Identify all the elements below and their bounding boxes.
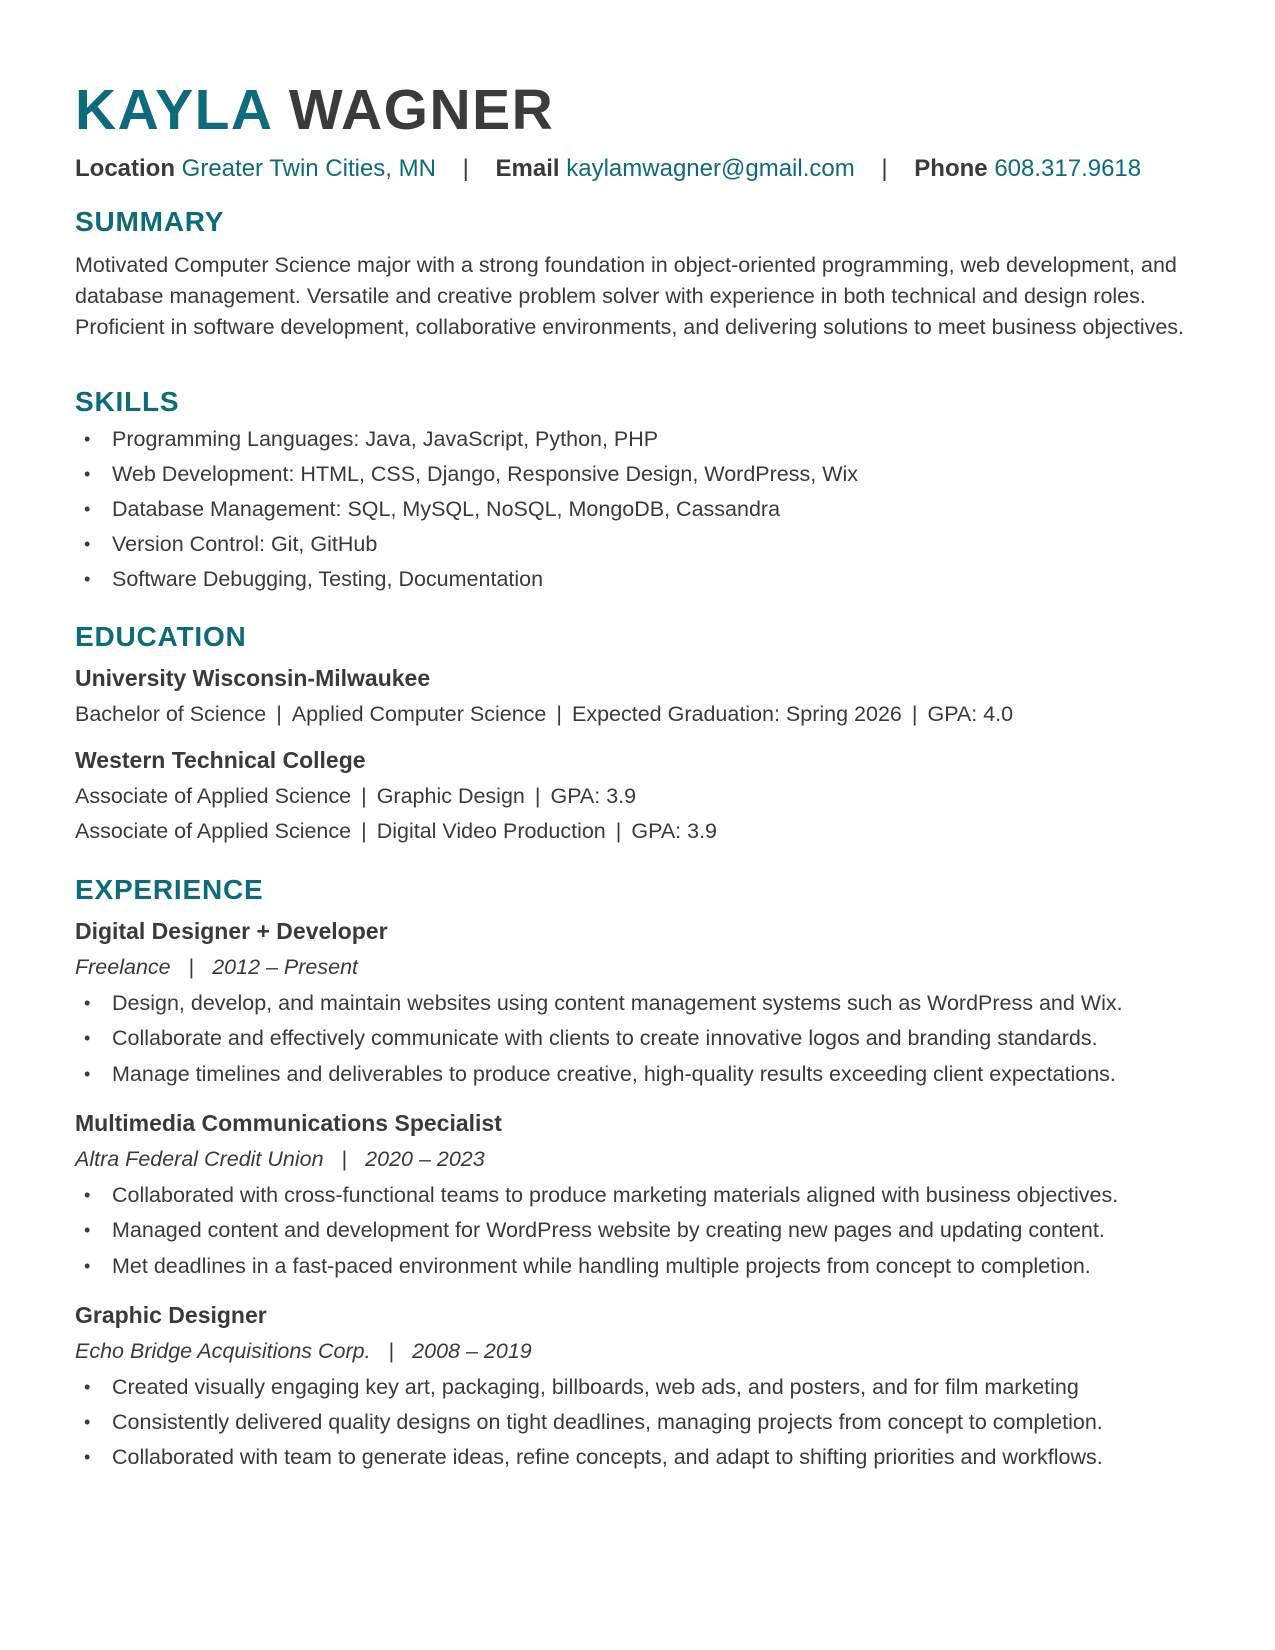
- summary-text: Motivated Computer Science major with a strong foundation in object-oriented programming, web development, and database management. Versatile and creative problem solver with experience in both technical and design roles. Proficient in software development, collaborative environments, and delivering solutions to meet business objectives.: [75, 253, 1185, 339]
- location-label: Location: [75, 155, 175, 182]
- summary-heading: SUMMARY: [75, 206, 225, 237]
- dates: 2012 – Present: [212, 955, 359, 979]
- major: Graphic Design: [376, 784, 525, 808]
- job-title: Digital Designer + Developer: [75, 918, 388, 944]
- company: Freelance: [75, 955, 171, 979]
- degree-line: [75, 821, 717, 843]
- job-bullet: • Collaborate and effectively communicate with clients to create innovative logos and branding standards.: [75, 1026, 1215, 1050]
- skills-list: [75, 427, 1215, 591]
- degree: Bachelor of Science: [75, 702, 267, 726]
- company: Altra Federal Credit Union: [75, 1147, 324, 1171]
- job-bullet: • Managed content and development for WordPress website by creating new pages and updating content.: [75, 1218, 1215, 1242]
- pipe-separator: |: [361, 784, 367, 808]
- location-value: Greater Twin Cities, MN: [181, 155, 436, 182]
- job-meta: [75, 1341, 532, 1363]
- email-label: Email: [495, 155, 560, 182]
- graduation: Expected Graduation: Spring 2026: [571, 702, 902, 726]
- contact-separator: |: [881, 155, 888, 182]
- major: Applied Computer Science: [291, 702, 547, 726]
- job-title: Graphic Designer: [75, 1302, 267, 1328]
- first-name: KAYLA: [75, 78, 272, 142]
- contact-line: [75, 155, 1141, 184]
- job-bullet: • Collaborated with cross-functional teams to produce marketing materials aligned with business objectives.: [75, 1183, 1215, 1207]
- job-bullet: • Collaborated with team to generate ideas, refine concepts, and adapt to shifting priorities and workflows.: [75, 1445, 1215, 1469]
- pipe-separator: |: [276, 702, 282, 726]
- pipe-separator: |: [534, 784, 541, 808]
- pipe-separator: |: [556, 702, 562, 726]
- skill-item: • Web Development: HTML, CSS, Django, Responsive Design, WordPress, Wix: [75, 462, 1215, 486]
- school-name: University Wisconsin-Milwaukee: [75, 665, 431, 691]
- job-bullets: [75, 1183, 1215, 1278]
- candidate-name: [75, 78, 555, 142]
- contact-separator: |: [462, 155, 469, 182]
- job-bullet: • Met deadlines in a fast-paced environment while handling multiple projects from concept to completion.: [75, 1254, 1215, 1278]
- gpa: GPA: 3.9: [550, 784, 637, 808]
- degree: Associate of Applied Science: [75, 819, 352, 843]
- pipe-separator: |: [188, 955, 195, 979]
- school-name: Western Technical College: [75, 747, 366, 773]
- dates: 2008 – 2019: [412, 1339, 532, 1363]
- job-bullets: [75, 991, 1215, 1086]
- pipe-separator: |: [361, 819, 367, 843]
- skill-item: • Software Debugging, Testing, Documentation: [75, 567, 1215, 591]
- gpa: GPA: 3.9: [631, 819, 718, 843]
- major: Digital Video Production: [376, 819, 606, 843]
- email-link[interactable]: kaylamwagner@gmail.com: [566, 155, 855, 182]
- education-heading: EDUCATION: [75, 621, 247, 652]
- degree: Associate of Applied Science: [75, 784, 352, 808]
- skill-item: • Database Management: SQL, MySQL, NoSQL, MongoDB, Cassandra: [75, 497, 1215, 521]
- degree-line: [75, 786, 636, 808]
- company: Echo Bridge Acquisitions Corp.: [75, 1339, 371, 1363]
- job-meta: [75, 1149, 485, 1171]
- pipe-separator: |: [341, 1147, 348, 1171]
- dates: 2020 – 2023: [365, 1147, 485, 1171]
- pipe-separator: |: [615, 819, 622, 843]
- degree-line: [75, 704, 1013, 726]
- job-bullet: • Consistently delivered quality designs on tight deadlines, managing projects from concept to completion.: [75, 1410, 1215, 1434]
- job-bullet: • Manage timelines and deliverables to produce creative, high-quality results exceeding client expectations.: [75, 1062, 1215, 1086]
- job-title: Multimedia Communications Specialist: [75, 1110, 502, 1136]
- skill-item: • Version Control: Git, GitHub: [75, 532, 1215, 556]
- job-bullets: [75, 1375, 1215, 1469]
- skills-heading: SKILLS: [75, 386, 180, 417]
- last-name: WAGNER: [288, 78, 555, 142]
- skill-item: • Programming Languages: Java, JavaScript, Python, PHP: [75, 427, 1215, 451]
- phone-link[interactable]: 608.317.9618: [994, 155, 1142, 182]
- job-meta: [75, 957, 358, 979]
- phone-label: Phone: [914, 155, 988, 182]
- job-bullet: • Design, develop, and maintain websites using content management systems such as WordPress and Wix.: [75, 991, 1215, 1015]
- job-bullet: • Created visually engaging key art, packaging, billboards, web ads, and posters, and for film marketing: [75, 1375, 1215, 1399]
- gpa: GPA: 4.0: [927, 702, 1014, 726]
- pipe-separator: |: [911, 702, 918, 726]
- experience-heading: EXPERIENCE: [75, 874, 264, 905]
- pipe-separator: |: [388, 1339, 395, 1363]
